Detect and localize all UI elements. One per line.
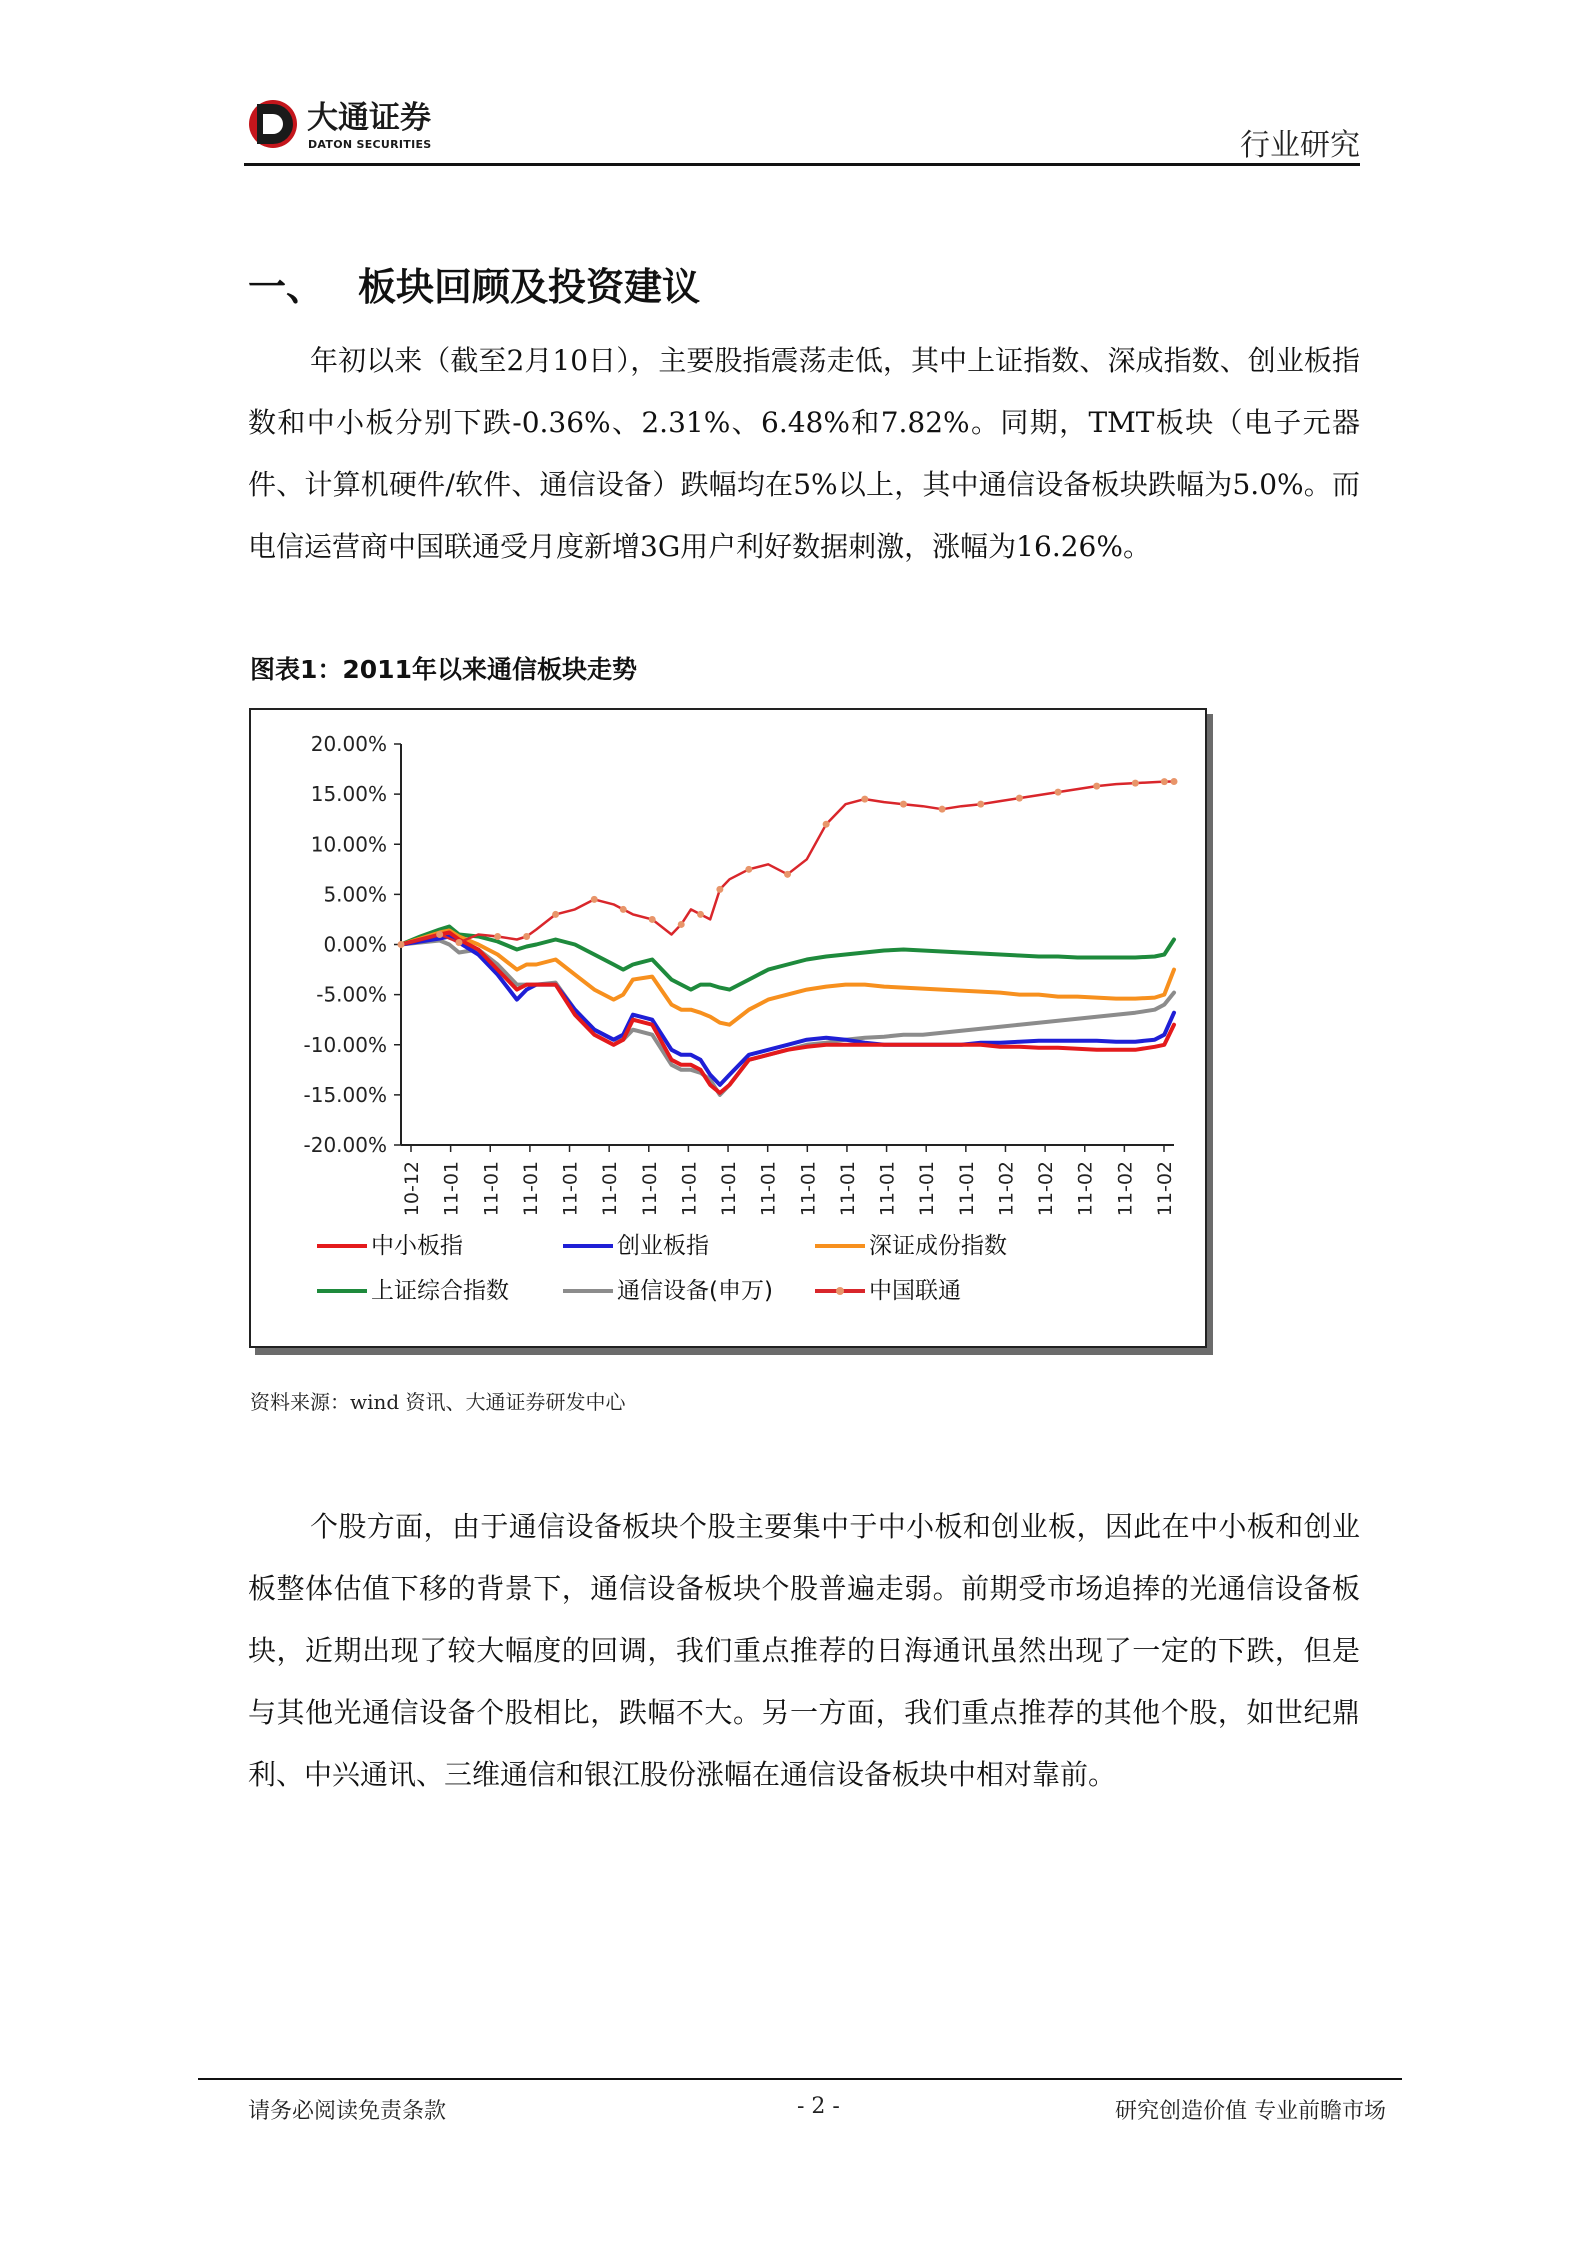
section-number: 一、 bbox=[248, 264, 325, 309]
report-type-label: 行业研究 bbox=[1240, 128, 1360, 163]
data-point bbox=[823, 821, 830, 828]
y-tick-label: 20.00% bbox=[310, 732, 387, 756]
svg-text:大通证券: 大通证券 bbox=[307, 100, 431, 136]
legend-marker bbox=[836, 1287, 844, 1295]
x-tick-label: 11-01 bbox=[797, 1161, 820, 1217]
data-point bbox=[591, 896, 598, 903]
y-tick-label: -15.00% bbox=[303, 1082, 387, 1107]
data-point bbox=[939, 806, 946, 813]
x-tick-label: 11-02 bbox=[1074, 1161, 1097, 1217]
x-tick-label: 11-02 bbox=[1035, 1161, 1058, 1217]
figure-source: 资料来源：wind 资讯、大通证券研发中心 bbox=[250, 1390, 626, 1414]
paragraph-stock-review: 个股方面，由于通信设备板块个股主要集中于中小板和创业板，因此在中小板和创业板整体估值下移的背景下，通信设备板块个股普遍走弱。前期受市场追捧的光通信设备板块，近期出现了较大幅度的回调，我们重点推荐的日海通讯虽然出现了一定的下跌，但是与其他光通信设备个股相比，跌幅不大。另一方面，我们重点推荐的其他个股，如世纪鼎利、中兴通讯、三维通信和银江股份涨幅在通信设备板块中相对靠前。 bbox=[248, 1510, 1360, 1791]
section-title: 板块回顾及投资建议 bbox=[358, 264, 701, 309]
legend-label: 上证综合指数 bbox=[371, 1278, 509, 1304]
legend-label: 通信设备(申万) bbox=[617, 1278, 773, 1304]
data-point bbox=[1171, 778, 1178, 785]
y-tick-label: -10.00% bbox=[303, 1032, 387, 1057]
figure-title: 图表1：2011年以来通信板块走势 bbox=[250, 655, 637, 684]
data-point bbox=[900, 801, 907, 808]
data-point bbox=[784, 871, 791, 878]
x-tick-label: 11-01 bbox=[757, 1161, 780, 1217]
data-point bbox=[649, 916, 656, 923]
data-point bbox=[977, 801, 984, 808]
daton-securities-logo bbox=[247, 94, 477, 154]
data-point bbox=[716, 886, 723, 893]
y-tick-label: 10.00% bbox=[310, 832, 387, 857]
x-tick-label: 11-01 bbox=[480, 1161, 503, 1217]
data-point bbox=[436, 931, 443, 938]
footer-slogan: 研究创造价值 专业前瞻市场 bbox=[1115, 2099, 1386, 2124]
x-tick-label: 11-01 bbox=[599, 1161, 622, 1217]
y-tick-label: -5.00% bbox=[316, 982, 387, 1007]
legend-label: 中国联通 bbox=[869, 1278, 961, 1304]
data-point bbox=[1093, 783, 1100, 790]
data-point bbox=[745, 866, 752, 873]
data-point bbox=[455, 939, 462, 946]
x-tick-label: 10-12 bbox=[401, 1161, 423, 1217]
y-tick-label: 0.00% bbox=[323, 932, 387, 957]
x-tick-label: 11-01 bbox=[559, 1161, 582, 1217]
section-heading bbox=[248, 256, 700, 311]
data-point bbox=[1016, 795, 1023, 802]
legend-label: 创业板指 bbox=[617, 1233, 709, 1259]
footer-rule bbox=[198, 2078, 1402, 2080]
line-chart bbox=[249, 708, 1214, 1356]
data-point bbox=[620, 906, 627, 913]
data-point bbox=[552, 911, 559, 918]
svg-text:DATON SECURITIES: DATON SECURITIES bbox=[308, 138, 432, 151]
data-point bbox=[697, 911, 704, 918]
y-tick-label: 15.00% bbox=[310, 782, 387, 807]
page-number: - 2 - bbox=[797, 2094, 840, 2119]
data-point bbox=[494, 933, 501, 940]
x-tick-label: 11-01 bbox=[916, 1161, 939, 1217]
x-tick-label: 11-01 bbox=[876, 1161, 899, 1217]
x-tick-label: 11-01 bbox=[519, 1161, 542, 1217]
data-point bbox=[523, 933, 530, 940]
data-point bbox=[861, 796, 868, 803]
x-tick-label: 11-01 bbox=[678, 1161, 701, 1217]
x-tick-label: 11-01 bbox=[836, 1161, 859, 1217]
paragraph-market-review: 年初以来（截至2月10日），主要股指震荡走低，其中上证指数、深成指数、创业板指数和中小板分别下跌-0.36%、2.31%、6.48%和7.82%。同期，TMT板块（电子元器件、计算机硬件/软件、通信设备）跌幅均在5%以上，其中通信设备板块跌幅为5.0%。而电信运营商中国联通受月度新增3G用户利好数据刺激，涨幅为16.26%。 bbox=[248, 344, 1360, 563]
header-rule bbox=[244, 163, 1360, 166]
data-point bbox=[678, 921, 685, 928]
y-tick-label: -20.00% bbox=[303, 1133, 387, 1157]
x-tick-label: 11-01 bbox=[638, 1161, 661, 1217]
footer-disclaimer: 请务必阅读免责条款 bbox=[248, 2099, 447, 2124]
data-point bbox=[398, 941, 405, 948]
chart-container bbox=[249, 708, 1214, 1356]
x-tick-label: 11-01 bbox=[440, 1161, 463, 1217]
x-tick-label: 11-02 bbox=[1154, 1161, 1176, 1217]
data-point bbox=[1132, 780, 1139, 787]
legend-label: 深证成份指数 bbox=[869, 1233, 1007, 1259]
x-tick-label: 11-02 bbox=[1114, 1161, 1137, 1217]
x-tick-label: 11-02 bbox=[995, 1161, 1018, 1217]
data-point bbox=[1161, 778, 1168, 785]
y-tick-label: 5.00% bbox=[323, 882, 387, 907]
x-tick-label: 11-01 bbox=[718, 1161, 741, 1217]
legend-label: 中小板指 bbox=[371, 1233, 463, 1259]
x-tick-label: 11-01 bbox=[955, 1161, 978, 1217]
data-point bbox=[1055, 789, 1062, 796]
